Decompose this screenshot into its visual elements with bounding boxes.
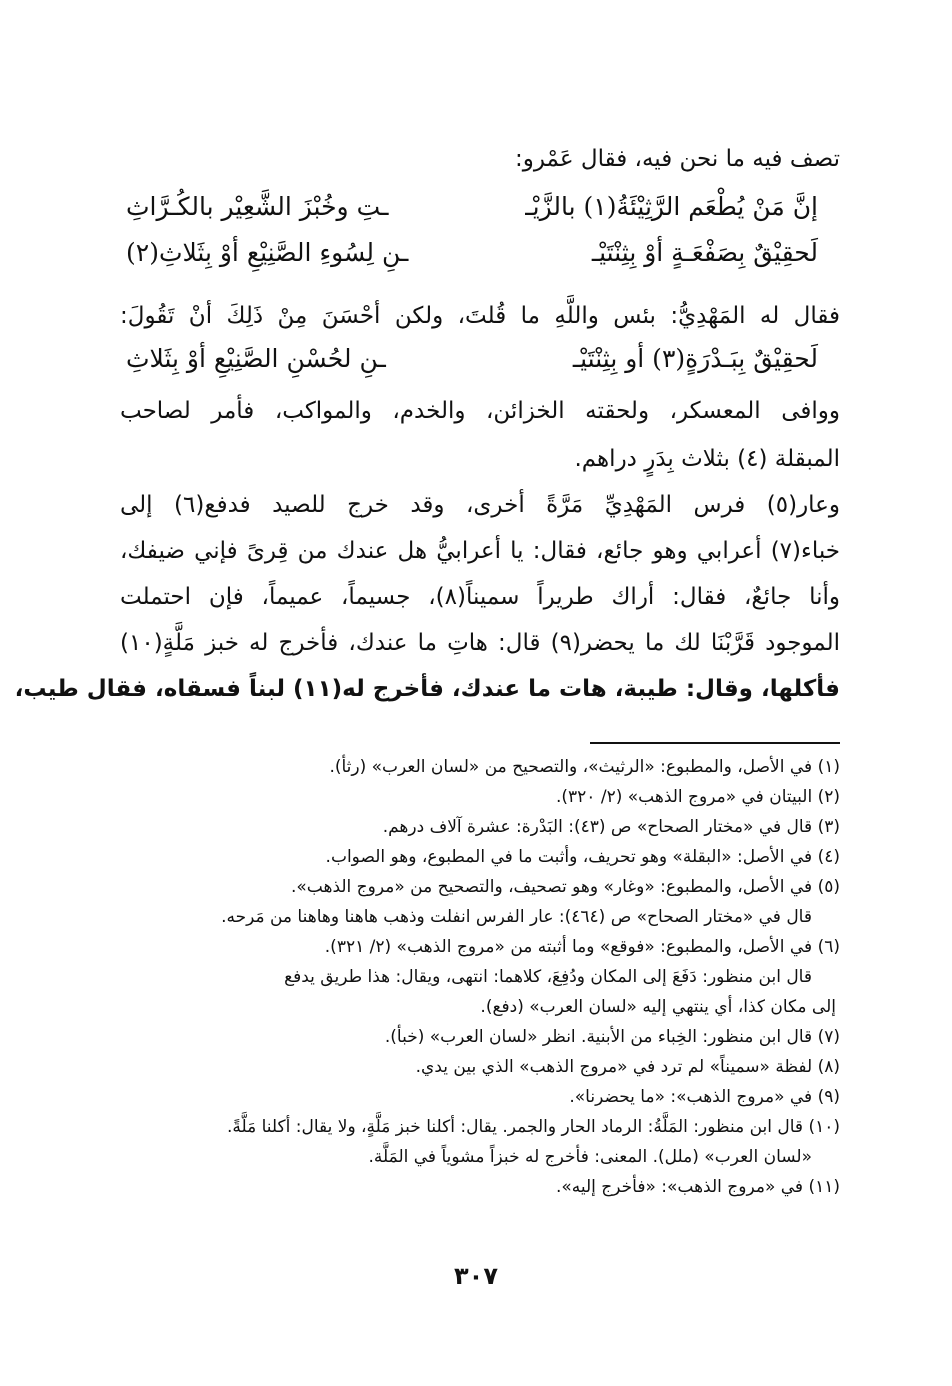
text-line: تصف فيه ما نحن فيه، فقال عَمْرو:: [515, 146, 840, 172]
verse-second-hemistich: ـنِ لِسُوءِ الصَّنِيْعِ أوْ بِثَلاثِ(٢): [126, 238, 409, 267]
poem-verse: [120, 194, 840, 240]
text-line: فقال له المَهْدِيُّ: بئس واللَّهِ ما قُلتَ، ولكن أحْسَنَ مِنْ ذَلِكَ أنْ تَقُولَ:: [120, 303, 840, 329]
footnote: (١١) في «مروج الذهب»: «فأخرج إليه».: [555, 1177, 840, 1197]
footnote: (٣) قال في «مختار الصحاح» ص (٤٣): البَدْرة: عشرة آلاف درهم.: [382, 817, 840, 837]
footnote-continuation: إلى مكان كذا، أي ينتهي إليه «لسان العرب» (دفع).: [480, 997, 836, 1017]
verse-second-hemistich: ـتِ وخُبْزَ الشَّعِيْر بالكُـرَّاثِ: [126, 192, 389, 221]
poem-verse: [120, 240, 840, 286]
footnote: (٥) في الأصل، والمطبوع: «وغار» وهو تصحيف، والتصحيح من «مروج الذهب».: [290, 877, 840, 897]
verse-first-hemistich: لَحقِيْقٌ بِبَـدْرَةٍ(٣) أو بِثِنْتَيْـ: [572, 344, 818, 373]
text-line: الموجود قَرَّبْنَا لك ما يحضر(٩) قال: هاتِ ما عندك، فأخرج له خبز مَلَّةٍ(١٠): [120, 630, 840, 656]
footnote: (٤) في الأصل: «البقلة» وهو تحريف، وأثبت ما في المطبوع، وهو الصواب.: [325, 847, 840, 867]
footnote: (١) في الأصل، والمطبوع: «الرثيث»، والتصحيح من «لسان العرب» (رثأ).: [329, 757, 840, 777]
verse-first-hemistich: لَحقِيْقٌ بِصَفْعَـةٍ أوْ بِثِنْتَيْـ: [591, 238, 818, 267]
footnote: (٧) قال ابن منظور: الخِباء من الأبنية. انظر «لسان العرب» (خبأ).: [384, 1027, 840, 1047]
text-line: خباء(٧) أعرابي وهو جائع، فقال: يا أعرابيُّ هل عندك من قِرىً فإني ضيفك،: [120, 538, 840, 564]
verse-second-hemistich: ـنِ لحُسْنِ الصَّنِيْعِ أوْ بِثَلاثِ: [126, 344, 386, 373]
footnote: (٨) لفظة «سميناً» لم ترد في «مروج الذهب» الذي بين يدي.: [415, 1057, 840, 1077]
page-number: ٣٠٧: [454, 1262, 498, 1290]
footnote-separator: [590, 742, 840, 744]
text-line: فأكلها، وقال: طيبة، هات ما عندك، فأخرج له(١١) لبناً فسقاه، فقال طيب،: [14, 676, 840, 702]
text-line: المبقلة (٤) بثلاث بِدَرٍ دراهم.: [574, 446, 840, 472]
verse-first-hemistich: إنَّ مَنْ يُطْعَم الرَّثِيْئَةُ(١) بالزَّيْـ: [525, 192, 818, 221]
text-line: ووافى المعسكر، ولحقته الخزائن، والخدم، والمواكب، فأمر لصاحب: [120, 398, 840, 424]
poem-verse: [120, 346, 840, 400]
footnote: (١٠) قال ابن منظور: المَلَّةُ: الرماد الحار والجمر. يقال: أكلنا خبز مَلَّةٍ، ولا يقال: أكلنا مَلَّةً.: [226, 1117, 840, 1137]
footnote-continuation: قال ابن منظور: دَفَعَ إلى المكان ودُفِعَ، كلاهما: انتهى، ويقال: هذا طريق يدفع: [284, 967, 812, 987]
footnotes: [110, 752, 840, 1202]
footnote: (٢) البيتان في «مروج الذهب» (٢/ ٣٢٠).: [555, 787, 840, 807]
footnote-continuation: «لسان العرب» (ملل). المعنى: فأخرج له خبزاً مشوياً في المَلَّة.: [368, 1147, 812, 1167]
footnote-continuation: قال في «مختار الصحاح» ص (٤٦٤): عار الفرس انفلت وذهب هاهنا وهاهنا من مَرحه.: [221, 907, 812, 927]
text-line: وأنا جائعٌ، فقال: أراك طريراً سميناً(٨)، جسيماً، عميماً، فإن احتملت: [120, 584, 840, 610]
footnote: (٦) في الأصل، والمطبوع: «فوقع» وما أثبته من «مروج الذهب» (٢/ ٣٢١).: [324, 937, 840, 957]
main-text: [14, 146, 841, 724]
text-line: وعار(٥) فرس المَهْدِيِّ مَرَّةً أخرى، وقد خرج للصيد فدفع(٦) إلى: [120, 492, 841, 518]
footnote: (٩) في «مروج الذهب»: «ما يحضرنا».: [569, 1087, 840, 1107]
